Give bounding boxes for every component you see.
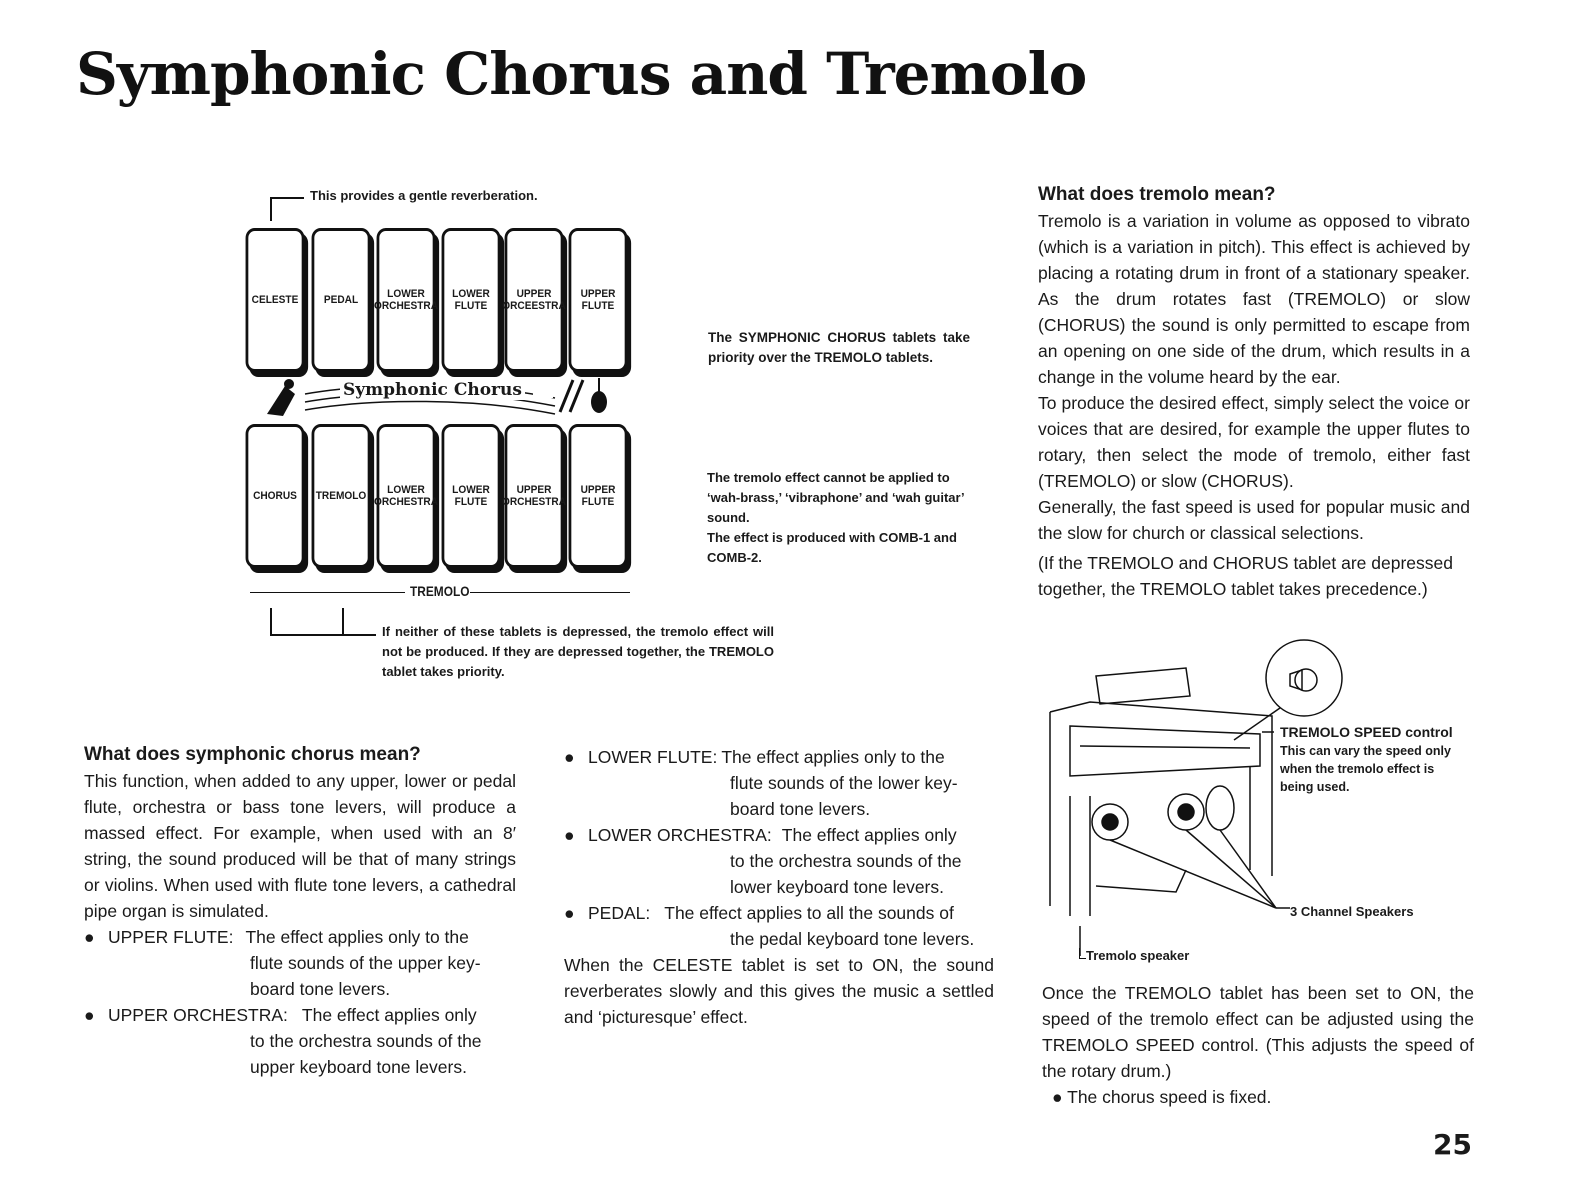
tremolo-label: TREMOLO — [410, 583, 470, 599]
chorus-section — [84, 744, 516, 1080]
tablet-upper-flute-2[interactable]: UPPER FLUTE — [569, 424, 628, 568]
page-title: Symphonic Chorus and Tremolo — [76, 40, 1087, 108]
tablet-lower-orchestra[interactable]: LOWER ORCHESTRA — [377, 228, 436, 372]
tablet-celeste[interactable]: CELESTE — [246, 228, 305, 372]
tremolo-speaker-bracket — [1079, 948, 1086, 959]
priority-note: The SYMPHONIC CHORUS tablets take priority over the TREMOLO tablets. — [708, 330, 970, 365]
tablet-upper-orchestra-2[interactable]: UPPER ORCHESTRA — [505, 424, 564, 568]
tablet-pedal[interactable]: PEDAL — [312, 228, 371, 372]
tremolo-note-1: The tremolo effect cannot be applied to ‘wah-brass,’ ‘vibraphone’ and ‘wah guitar’ sound. — [707, 470, 964, 525]
tablet-lower-orchestra-2[interactable]: LOWER ORCHESTRA — [377, 424, 436, 568]
reverb-note: This provides a gentle reverberation. — [310, 188, 538, 203]
tremolo-para-4: (If the TREMOLO and CHORUS tablet are depressed together, the TREMOLO tablet takes precedence.) — [1038, 553, 1453, 599]
chorus-section-continued — [564, 744, 994, 1030]
neither-bracket — [270, 608, 344, 636]
tablet-tremolo[interactable]: TREMOLO — [312, 424, 371, 568]
chorus-item-upper-flute: ● UPPER FLUTE: The effect applies only to the flute sounds of the upper key-board tone levers. — [84, 924, 516, 1002]
speed-control-title: TREMOLO SPEED control — [1280, 724, 1453, 740]
item-label: UPPER FLUTE: — [108, 927, 234, 947]
tablet-lower-flute[interactable]: LOWER FLUTE — [442, 228, 501, 372]
item-label: LOWER FLUTE: — [588, 747, 718, 767]
channel-speakers-label: 3 Channel Speakers — [1290, 904, 1414, 919]
tremolo-rule-left — [250, 592, 405, 593]
tremolo-para-3: Generally, the fast speed is used for popular music and the slow for church or classical selections. — [1038, 497, 1470, 543]
item-label: UPPER ORCHESTRA: — [108, 1005, 288, 1025]
tablet-upper-flute[interactable]: UPPER FLUTE — [569, 228, 628, 372]
tablet-chorus[interactable]: CHORUS — [246, 424, 305, 568]
tremolo-para-1: Tremolo is a variation in volume as opposed to vibrato (which is a variation in pitch). This effect is achieved by placing a rotating drum in front of a stationary speaker. As the drum rotates fast (TREMOLO) or slow (CHORUS) the sound is only permitted to escape from an opening on one side of the drum, which results in a change in the volume heard by the ear. — [1038, 211, 1470, 387]
bullet-dot: ● — [1052, 1087, 1068, 1107]
closing-section — [1042, 980, 1474, 1110]
neither-note: If neither of these tablets is depressed, the tremolo effect will not be produced. If they are depressed together, the TREMOLO tablet takes priority. — [382, 624, 774, 679]
chorus-item-lower-orchestra: ● LOWER ORCHESTRA: The effect applies only to the orchestra sounds of the lower keyboard tone levers. — [564, 822, 994, 900]
tremolo-section — [1038, 184, 1470, 602]
tablet-lower-flute-2[interactable]: LOWER FLUTE — [442, 424, 501, 568]
speed-control-desc: This can vary the speed only when the tremolo effect is being used. — [1280, 744, 1451, 794]
neither-connector — [340, 634, 376, 636]
chorus-intro: This function, when added to any upper, lower or pedal flute, orchestra or bass tone levers, will produce a massed effect. For example, when used with an 8′ string, the sound produced will be that of many strings or violins. When used with flute tone levers, a cathedral pipe organ is simulated. — [84, 771, 516, 921]
reverb-bracket — [270, 197, 304, 221]
chorus-item-pedal: ● PEDAL: The effect applies to all the sounds of the pedal keyboard tone levers. — [564, 900, 994, 952]
tremolo-note-2: The effect is produced with COMB-1 and COMB-2. — [707, 530, 957, 565]
page-number: 25 — [1433, 1128, 1472, 1161]
closing-para: Once the TREMOLO tablet has been set to ON, the speed of the tremolo effect can be adjusted using the TREMOLO SPEED control. (This adjusts the speed of the rotary drum.) — [1042, 983, 1474, 1081]
tremolo-rule-right — [470, 592, 630, 593]
chorus-item-upper-orchestra: ● UPPER ORCHESTRA: The effect applies only to the orchestra sounds of the upper keyboard tone levers. — [84, 1002, 516, 1080]
tremolo-para-2: To produce the desired effect, simply select the voice or voices that are desired, for example the upper flutes to rotary, then select the mode of tremolo, either fast (TREMOLO) or slow (CHORUS). — [1038, 393, 1470, 491]
celeste-text: When the CELESTE tablet is set to ON, the sound reverberates slowly and this gives the music a settled and ‘picturesque’ effect. — [564, 955, 994, 1027]
item-label: LOWER ORCHESTRA: — [588, 825, 772, 845]
closing-bullet: ● The chorus speed is fixed. — [1052, 1087, 1272, 1107]
chorus-item-lower-flute: ● LOWER FLUTE: The effect applies only to the flute sounds of the lower key-board tone levers. — [564, 744, 994, 822]
banner-text: Symphonic Chorus — [340, 380, 525, 400]
tablet-upper-orchestra[interactable]: UPPER ORCEESTRA — [505, 228, 564, 372]
chorus-heading: What does symphonic chorus mean? — [84, 744, 421, 765]
tremolo-heading: What does tremolo mean? — [1038, 184, 1276, 205]
item-label: PEDAL: — [588, 903, 651, 923]
tremolo-speaker-label: Tremolo speaker — [1086, 948, 1190, 963]
